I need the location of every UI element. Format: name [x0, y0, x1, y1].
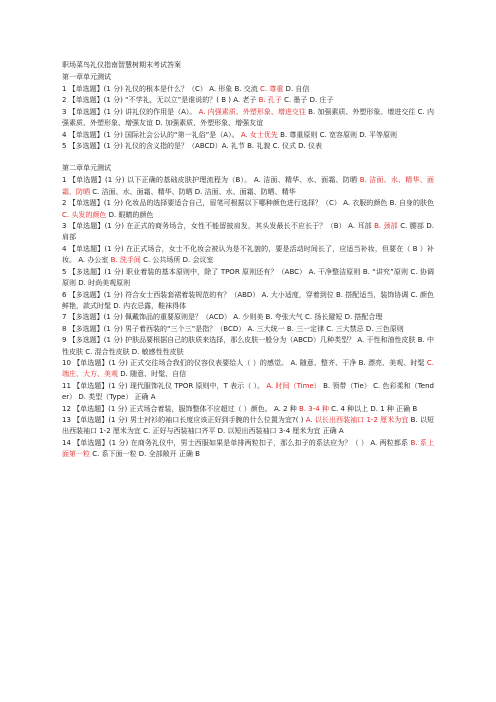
- question-item: [62, 335, 434, 358]
- question-text: 5 【多选题】(1 分) 职业着装的基本原则中，除了 TPOR 原则还有？（ABC） A. 干净整洁原则 B. “讲究”原则 C. 协调原则 D. 时尚美观原则: [62, 267, 434, 288]
- question-text: 14 【单选题】(1 分) 在商务礼仪中，男士西服如果是单排两粒扣子，那么扣子的系法应为？（ ） A. 两粒都系: [62, 438, 411, 447]
- answer-highlight: B. 孔子: [258, 96, 282, 105]
- question-text: D. 随意、时髦、自信: [118, 370, 187, 379]
- question-text: 6 【多选题】(1 分) 符合女士西装套裙着装规范的有？（ABD） A. 大小适度，穿着到位 B. 搭配适当，装饰协调 C. 颜色鲜艳，款式时髦 D. 内衣忌露，鞋袜得体: [62, 290, 434, 310]
- question-text: C. 墨子 D. 庄子: [281, 96, 334, 105]
- chapter-title: 第二章单元测试: [62, 164, 111, 173]
- question-text: D. 眼睛的颜色: [106, 210, 154, 219]
- document-title: 职场菜鸟礼仪指南智慧树期末考试答案: [62, 61, 181, 69]
- question-text: 5 【多选题】(1 分) 礼仪的含义指的是？（ABCD）A. 礼节 B. 礼貌 C. 仪式 D. 仪表: [62, 142, 323, 151]
- answer-highlight: A. 以长出西装袖口 1-2 厘米为宜: [305, 415, 409, 424]
- question-text: 13 【单选题】(1 分) 男士衬衫的袖口长度应该正好到手腕的什么位置为宜?( ): [62, 415, 306, 424]
- question-text: 1 【单选题】(1 分) 以下正确的基础皮肤护理流程为（B）。 A. 洁面、精华、水、面霜、防晒: [62, 176, 360, 185]
- question-text: C. 洁面、水、面霜、精华、防晒 D. 洁面、水、面霜、防晒、精华: [90, 187, 296, 196]
- question-item: [62, 438, 434, 461]
- question-text: 10 【单选题】(1 分) 正式交往场合我们的仪容仪表要给人（ ）的感觉。 A. 随意、整齐、干净 B. 漂亮、美观、时髦: [62, 358, 427, 367]
- question-text: D. 自信: [283, 85, 310, 93]
- question-text: B. 尊重原则 C. 宽容原则 D. 平等原则: [277, 130, 398, 139]
- question-item: [62, 312, 434, 323]
- chapter-title: 第一章单元测试: [62, 73, 111, 81]
- question-text: 12 【单选题】(1 分) 正式场合着装，服饰整体不应超过（ ）颜色。 A. 2 种: [62, 404, 299, 413]
- answer-highlight: B. 洗手间: [110, 256, 141, 265]
- question-item: [62, 221, 434, 244]
- question-text: C. 腰部 D. 肩部: [62, 222, 434, 242]
- question-item: [62, 358, 434, 381]
- question-item: [62, 95, 434, 106]
- answer-highlight: B. 洁面、水、精华、面霜、防晒: [62, 176, 434, 196]
- document-body: [62, 72, 434, 461]
- question-item: [62, 415, 434, 438]
- question-text: 2 【单选题】(1 分) “不学礼，无以立”是谁说的？( B ) A. 老子: [62, 96, 259, 105]
- question-item: [62, 267, 434, 290]
- answer-highlight: B. 颈部: [374, 222, 398, 231]
- question-text: C. 4 种以上 D. 1 种 正确 B: [328, 404, 418, 413]
- question-text: 9 【多选题】(1 分) 护肤品要根据自己的肤质来选择，那么皮肤一般分为（ABCD）几种类型？ A. 干性和油性皮肤 B. 中性皮肤 C. 混合性皮肤 D. 敏感性性皮肤: [62, 336, 434, 356]
- answer-highlight: C. 端庄、大方、美观: [62, 358, 434, 379]
- question-text: B. 加强素质、外塑形象、增进交往 C. 内强素质、外塑形象、增强友谊 D. 加强素质、外塑形象、增强友谊: [62, 107, 435, 128]
- question-item: [62, 107, 434, 130]
- question-item: [62, 130, 434, 141]
- question-text: 3 【单选题】(1 分) 在正式的商务场合，女性不能留披肩发，其头发最长不应长于？（B） A. 耳部: [62, 222, 375, 231]
- answer-highlight: B. 系上面第一粒: [62, 438, 434, 459]
- question-text: 8 【多选题】(1 分) 男子着西装的“三个三”是指？（BCD） A. 三大统一 B. 三一定律 C. 三大禁忌 D. 三色原则: [62, 324, 404, 333]
- question-item: [62, 244, 434, 267]
- question-item: [62, 198, 434, 221]
- question-text: 3 【单选题】(1 分) 讲礼仪的作用是（A）。: [62, 107, 199, 116]
- question-text: 11 【单选题】(1 分) 现代服饰礼仪 TPOR 原则中，T 表示（ ）。: [62, 381, 267, 390]
- question-item: [62, 290, 434, 313]
- question-text: B. 以短出西装袖口 1-2 厘米为宜 C. 正好与西装袖口齐平 D. 以短出西装袖口 3-4 厘米为宜 正确 A: [62, 415, 434, 436]
- question-item: [62, 381, 434, 404]
- question-text: 4 【单选题】(1 分) 国际社会公认的“第一礼俗”是（A）。: [62, 130, 241, 139]
- answer-highlight: A. 时间（Time）: [266, 381, 321, 390]
- question-text: 4 【单选题】(1 分) 在正式场合，女士不化妆会被认为是不礼貌的，要是活动时间长了，应适当补妆，但要在（ B ）补妆。 A. 办公室: [62, 244, 434, 265]
- question-item: [62, 84, 434, 95]
- question-text: 7 【多选题】(1 分) 佩戴饰品的重要原则是？（ACD） A. 少则美 B. 夸张大气 C. 扬长避短 D. 搭配合理: [62, 313, 383, 322]
- question-item: [62, 404, 434, 415]
- question-text: 2 【单选题】(1 分) 化妆品的选择要适合自己，眉笔可根据以下哪种颜色进行选择？（C） A. 衣服的颜色 B. 自身的肤色: [62, 199, 434, 208]
- question-text: C. 公共场所 D. 会议室: [140, 256, 214, 265]
- question-item: [62, 141, 434, 152]
- question-item: [62, 175, 434, 198]
- question-text: B. 领带（Tie） C. 色彩柔和（Tender） D. 类型（Type） 正确 A: [62, 381, 434, 402]
- answer-highlight: C. 尊重: [259, 85, 284, 93]
- question-text: 1 【单选题】(1 分) 礼仪的根本是什么？（C） A. 形象 B. 交流: [62, 85, 260, 93]
- answer-highlight: A. 女士优先: [240, 130, 278, 139]
- answer-highlight: B. 3-4 种: [298, 404, 329, 413]
- question-item: [62, 324, 434, 335]
- answer-highlight: C. 头发的颜色: [62, 210, 107, 219]
- answer-highlight: A. 内强素质、外塑形象、增进交往: [198, 107, 306, 116]
- question-text: C. 系下面一粒 D. 全部敞开 正确 B: [90, 450, 200, 459]
